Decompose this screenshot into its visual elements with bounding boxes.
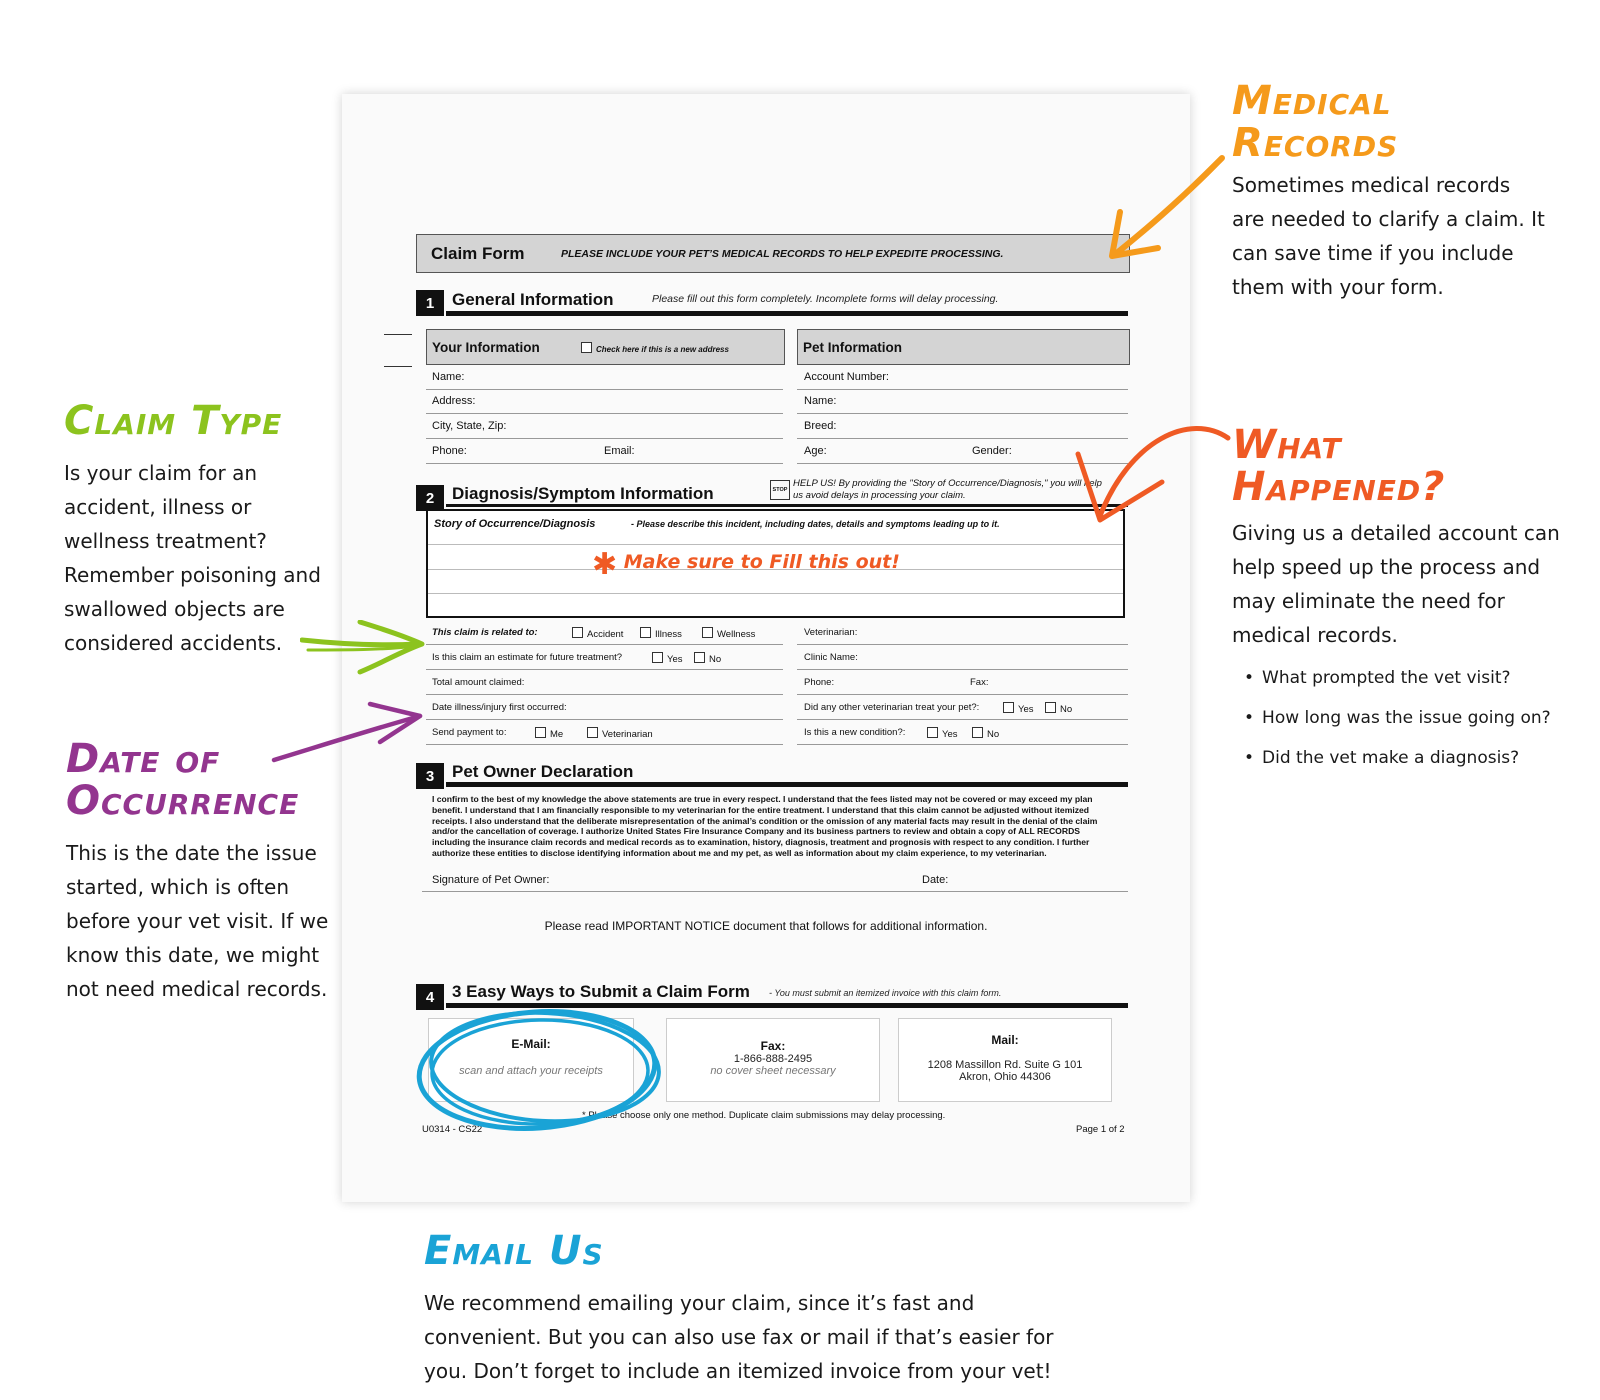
- claim-type-text: [64, 456, 321, 660]
- checkbox-icon[interactable]: [581, 342, 592, 353]
- phone-email-field[interactable]: [426, 463, 783, 464]
- estimate-yes-option[interactable]: [652, 652, 683, 665]
- section-2-number: 2: [416, 485, 444, 511]
- clinic-name-field[interactable]: [797, 669, 1128, 670]
- what-happened-bullet: • Did the vet make a diagnosis?: [1244, 748, 1551, 788]
- claim-related-line: [426, 644, 783, 645]
- medical-records-text-line: can save time if you include: [1232, 241, 1514, 265]
- checkbox-icon[interactable]: [535, 727, 546, 738]
- what-happened-title: [1232, 424, 1445, 508]
- date-of-occurrence-title: [66, 738, 299, 822]
- claim-type-text-line: Remember poisoning and: [64, 563, 321, 587]
- margin-mark: [384, 366, 412, 367]
- margin-mark: [384, 334, 412, 335]
- vet-phone-label: Phone:: [804, 677, 835, 688]
- payment-vet-option[interactable]: [587, 727, 653, 740]
- other-vet-no-option[interactable]: [1045, 702, 1072, 715]
- medical-records-title-line-2: Records: [1232, 120, 1399, 166]
- your-name-field[interactable]: [426, 389, 783, 390]
- new-condition-yes-option[interactable]: [927, 727, 958, 740]
- fax-option-title: Fax:: [760, 1039, 786, 1053]
- pet-information-header: [797, 329, 1130, 365]
- story-note: - Please describe this incident, including dates, details and symptoms leading up to it.: [631, 519, 1000, 529]
- method-note: * Please choose only one method. Duplicate claim submissions may delay processing.: [582, 1110, 946, 1121]
- signature-label: Signature of Pet Owner:: [432, 874, 550, 886]
- what-happened-text: [1232, 516, 1560, 652]
- fax-number: 1-866-888-2495: [733, 1053, 813, 1065]
- date-of-occurrence-text-line: started, which is often: [66, 875, 289, 899]
- your-name-label: Name:: [432, 371, 465, 383]
- fax-option-box[interactable]: [666, 1018, 880, 1102]
- checkbox-icon[interactable]: [702, 627, 713, 638]
- section-3-number: 3: [416, 763, 444, 789]
- what-happened-title-line-2: Happened?: [1232, 464, 1446, 510]
- what-happened-text-line: help speed up the process and: [1232, 555, 1541, 579]
- email-option-sub: scan and attach your receipts: [459, 1065, 603, 1077]
- declaration-text: I confirm to the best of my knowledge the above statements are true in every respect. I understand that the fees listed may not be covered or may exceed my plan benefit. I understand that I am financially responsible to my veterinarian for the entire treatment. I understand that this claim cannot be adjusted without itemized receipts. I also understand that the deliberate misrepresentation of the animal’s condition or the omission of any material facts may result in the denial of the claim and/or the cancellation of coverage. I authorize United States Fire Insurance Company and its business partners to review and obtain a copy of ALL RECORDS including the insurance claim records and medical records as to examination, history, diagnosis, treatment and prognosis with respect to any condition. I further authorize these entities to disclose identifying information about me and my pet, as well as information about my claim experience, to my veterinarian.: [432, 794, 1098, 858]
- claim-type-text-line: wellness treatment?: [64, 529, 267, 553]
- new-address-checkbox[interactable]: [581, 342, 729, 354]
- section-1-title: General Information: [452, 290, 614, 309]
- section-4-number: 4: [416, 984, 444, 1010]
- email-circle-scribble: [412, 1000, 682, 1140]
- your-email-label: Email:: [604, 445, 635, 457]
- checkbox-icon[interactable]: [694, 652, 705, 663]
- pet-name-label: Name:: [804, 395, 837, 407]
- other-vet-line: [797, 719, 1128, 720]
- section-4-note: - You must submit an itemized invoice with this claim form.: [769, 988, 1002, 998]
- email-us-title: Email Us: [424, 1228, 604, 1274]
- send-payment-label: Send payment to:: [432, 727, 507, 738]
- email-option-title: E-Mail:: [511, 1037, 551, 1051]
- what-happened-text-line: Giving us a detailed account can: [1232, 521, 1560, 545]
- date-of-occurrence-text-line: know this date, we might: [66, 943, 320, 967]
- veterinarian-label: Veterinarian:: [804, 627, 858, 638]
- new-condition-line: [797, 744, 1128, 745]
- date-of-occurrence-title-line-1: Date of: [66, 736, 221, 782]
- new-address-label: Check here if this is a new address: [596, 345, 729, 354]
- help-note-line-2: us avoid delays in processing your claim.: [793, 490, 966, 501]
- estimate-no-option[interactable]: [694, 652, 721, 665]
- asterisk-icon: ✱: [592, 547, 618, 582]
- claim-type-title: Claim Type: [64, 398, 283, 444]
- help-note: [793, 478, 1102, 502]
- signature-date-label: Date:: [922, 874, 949, 886]
- mail-address-line-1: 1208 Massillon Rd. Suite G 101: [927, 1059, 1083, 1071]
- email-us-text: [424, 1286, 1054, 1388]
- your-phone-label: Phone:: [432, 445, 467, 457]
- stop-sign-text: STOP: [772, 487, 788, 493]
- story-of-occurrence-box[interactable]: [426, 509, 1125, 618]
- checkbox-icon[interactable]: [640, 627, 651, 638]
- what-happened-text-line: medical records.: [1232, 623, 1398, 647]
- mail-option-title: Mail:: [991, 1033, 1019, 1047]
- form-header: [416, 234, 1130, 273]
- breed-label: Breed:: [804, 420, 837, 432]
- medical-records-text-line: are needed to clarify a claim. It: [1232, 207, 1545, 231]
- other-vet-yes-option[interactable]: [1003, 702, 1034, 715]
- wellness-label: Wellness: [717, 629, 756, 640]
- accident-label: Accident: [587, 629, 624, 640]
- section-3-title: Pet Owner Declaration: [452, 762, 634, 781]
- estimate-yes-label: Yes: [667, 654, 683, 665]
- help-note-line-1: HELP US! By providing the "Story of Occurrence/Diagnosis," you will help: [793, 478, 1102, 489]
- fax-option-sub: no cover sheet necessary: [710, 1065, 836, 1077]
- claim-type-text-line: Is your claim for an: [64, 461, 257, 485]
- story-label: Story of Occurrence/Diagnosis: [434, 518, 596, 530]
- important-notice: Please read IMPORTANT NOTICE document that follows for additional information.: [544, 919, 988, 933]
- other-vet-yes-label: Yes: [1018, 704, 1034, 715]
- checkbox-icon[interactable]: [972, 727, 983, 738]
- checkbox-icon[interactable]: [652, 652, 663, 663]
- medical-records-title-line-1: Medical: [1232, 78, 1392, 124]
- accident-option[interactable]: [572, 627, 623, 640]
- estimate-line: [426, 669, 783, 670]
- handwritten-note: [592, 547, 900, 582]
- form-code: U0314 - CS22: [422, 1124, 483, 1135]
- estimate-no-label: No: [709, 654, 722, 665]
- your-information-title: Your Information: [432, 340, 540, 355]
- story-line: [428, 593, 1123, 594]
- pet-name-field[interactable]: [797, 413, 1128, 414]
- illness-option[interactable]: [640, 627, 682, 640]
- your-information-header: [426, 329, 785, 365]
- arrow-medical-records: [1100, 150, 1240, 270]
- new-condition-yes-label: Yes: [942, 729, 958, 740]
- new-condition-no-label: No: [987, 729, 1000, 740]
- signature-field[interactable]: [422, 891, 1128, 892]
- new-condition-no-option[interactable]: [972, 727, 999, 740]
- section-2-title: Diagnosis/Symptom Information: [452, 484, 714, 503]
- claim-form-paper: [342, 94, 1190, 1202]
- date-of-occurrence-text: [66, 836, 328, 1006]
- account-number-field[interactable]: [797, 389, 1128, 390]
- checkbox-icon[interactable]: [572, 627, 583, 638]
- claim-type-text-line: swallowed objects are: [64, 597, 285, 621]
- date-first-occurred-label: Date illness/injury first occurred:: [432, 702, 567, 713]
- what-happened-bullets: [1244, 668, 1551, 788]
- handwritten-note-text: Make sure to Fill this out!: [623, 551, 900, 573]
- form-title: Claim Form: [431, 244, 525, 263]
- city-state-zip-label: City, State, Zip:: [432, 420, 507, 432]
- veterinarian-field[interactable]: [797, 644, 1128, 645]
- your-address-field[interactable]: [426, 413, 783, 414]
- section-3-bar: [446, 782, 1128, 787]
- what-happened-text-line: may eliminate the need for: [1232, 589, 1505, 613]
- checkbox-icon[interactable]: [1045, 702, 1056, 713]
- payment-me-label: Me: [550, 729, 564, 740]
- total-claimed-label: Total amount claimed:: [432, 677, 525, 688]
- other-vet-no-label: No: [1060, 704, 1073, 715]
- payment-vet-label: Veterinarian: [602, 729, 653, 740]
- send-payment-line: [426, 744, 783, 745]
- vet-fax-label: Fax:: [970, 677, 989, 688]
- gender-label: Gender:: [972, 445, 1012, 457]
- section-2-bar: [446, 504, 1128, 507]
- estimate-label: Is this claim an estimate for future treatment?: [432, 652, 623, 663]
- claim-type-text-line: considered accidents.: [64, 631, 283, 655]
- date-of-occurrence-text-line: This is the date the issue: [66, 841, 317, 865]
- mail-address-line-2: Akron, Ohio 44306: [959, 1071, 1051, 1083]
- checkbox-icon[interactable]: [1003, 702, 1014, 713]
- claim-related-label: This claim is related to:: [432, 627, 538, 638]
- section-4-title: 3 Easy Ways to Submit a Claim Form: [452, 982, 750, 1001]
- date-of-occurrence-text-line: not need medical records.: [66, 977, 328, 1001]
- section-1-bar: [446, 311, 1128, 316]
- medical-records-title: [1232, 80, 1398, 164]
- illness-label: Illness: [655, 629, 682, 640]
- arrow-what-happened: [1070, 420, 1240, 540]
- email-us-text-line: convenient. But you can also use fax or mail if that’s easier for: [424, 1325, 1054, 1349]
- checkbox-icon[interactable]: [587, 727, 598, 738]
- new-condition-label: Is this a new condition?:: [804, 727, 906, 738]
- medical-records-text: [1232, 168, 1545, 304]
- vet-phone-fax-field[interactable]: [797, 694, 1128, 695]
- page-number: Page 1 of 2: [1076, 1124, 1125, 1135]
- mail-option-box[interactable]: [898, 1018, 1112, 1102]
- what-happened-bullet: • What prompted the vet visit?: [1244, 668, 1551, 708]
- date-of-occurrence-text-line: before your vet visit. If we: [66, 909, 329, 933]
- stop-sign-icon: [770, 480, 790, 500]
- medical-records-text-line: Sometimes medical records: [1232, 173, 1511, 197]
- story-line: [428, 544, 1123, 545]
- city-state-zip-field[interactable]: [426, 438, 783, 439]
- form-notice: PLEASE INCLUDE YOUR PET’S MEDICAL RECORDS TO HELP EXPEDITE PROCESSING.: [561, 248, 1004, 260]
- pet-information-title: Pet Information: [803, 340, 903, 355]
- payment-me-option[interactable]: [535, 727, 563, 740]
- total-claimed-field[interactable]: [426, 694, 783, 695]
- other-vet-label: Did any other veterinarian treat your pet?:: [804, 702, 980, 713]
- checkbox-icon[interactable]: [927, 727, 938, 738]
- medical-records-text-line: them with your form.: [1232, 275, 1444, 299]
- section-1-number: 1: [416, 290, 444, 316]
- clinic-name-label: Clinic Name:: [804, 652, 858, 663]
- what-happened-bullet: • How long was the issue going on?: [1244, 708, 1551, 748]
- wellness-option[interactable]: [702, 627, 755, 640]
- section-1-note: Please fill out this form completely. Incomplete forms will delay processing.: [652, 293, 999, 305]
- your-address-label: Address:: [432, 395, 476, 407]
- age-label: Age:: [804, 445, 827, 457]
- date-of-occurrence-title-line-2: Occurrence: [66, 778, 300, 824]
- email-us-text-line: you. Don’t forget to include an itemized invoice from your vet!: [424, 1359, 1052, 1383]
- date-first-occurred-field[interactable]: [426, 719, 783, 720]
- claim-type-text-line: accident, illness or: [64, 495, 252, 519]
- account-number-label: Account Number:: [804, 371, 889, 383]
- email-us-text-line: We recommend emailing your claim, since it’s fast and: [424, 1291, 975, 1315]
- what-happened-title-line-1: What: [1232, 422, 1342, 468]
